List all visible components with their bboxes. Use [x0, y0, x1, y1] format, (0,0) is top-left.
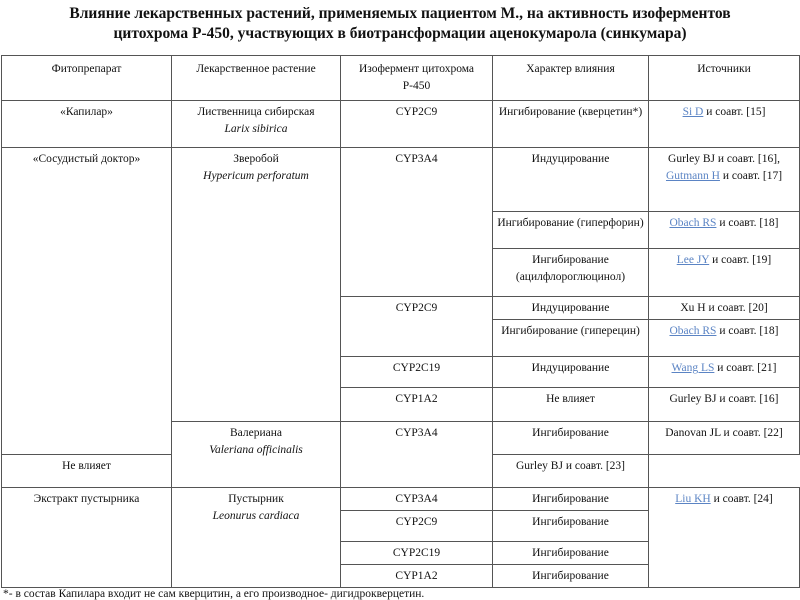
source-cell: Danovan JL и соавт. [22] [649, 422, 800, 455]
plant-name: Валериана [230, 427, 282, 439]
source-text: Gurley BJ и соавт. [16], [668, 153, 780, 165]
footnote: *- в состав Капилара входит не сам кверцитин, а его производное- дигидрокверцетин. [3, 588, 425, 600]
source-link[interactable]: Gutmann H [665, 170, 720, 182]
plant-name: Лиственница сибирская [197, 106, 315, 118]
source-link[interactable]: Obach RS [669, 325, 717, 337]
plant-cell [172, 422, 341, 488]
source-cell: Gurley BJ и соавт. [23] [493, 455, 649, 488]
plant-cell [172, 101, 341, 148]
title-line-1: Влияние лекарственных растений, применяемых пациентом М., на активность изоферментов [69, 5, 731, 22]
isoenzyme-cell: CYP1A2 [341, 565, 493, 588]
effect-cell: Ингибирование [493, 488, 649, 511]
plant-cell [172, 488, 341, 588]
isoenzyme-cell: CYP2C9 [341, 511, 493, 542]
source-text: и соавт. [18] [716, 217, 779, 229]
isoenzyme-cell: CYP3A4 [341, 422, 493, 488]
source-cell [649, 488, 800, 588]
document-title [0, 4, 800, 44]
source-link[interactable]: Liu KH [675, 493, 711, 505]
table-header-row [2, 56, 800, 101]
header-isoenzyme: Изофермент цитохрома Р-450 [341, 56, 493, 101]
plant-name: Пустырник [228, 493, 284, 505]
table-row [2, 101, 800, 148]
isoenzyme-cell: CYP2C19 [341, 357, 493, 388]
title-line-2: цитохрома Р-450, участвующих в биотрансформации аценокумарола (синкумара) [113, 25, 687, 42]
effect-cell: Ингибирование (гиперфорин) [493, 212, 649, 249]
isoenzyme-cell: CYP3A4 [341, 488, 493, 511]
effect-cell: Ингибирование [493, 511, 649, 542]
source-link[interactable]: Lee JY [676, 254, 710, 266]
header-effect: Характер влияния [493, 56, 649, 101]
source-cell: Xu H и соавт. [20] [649, 297, 800, 320]
effect-cell: Индуцирование [493, 148, 649, 212]
source-text: и соавт. [17] [719, 170, 783, 182]
effect-cell: Индуцирование [493, 357, 649, 388]
table-row [2, 148, 800, 212]
source-link[interactable]: Obach RS [669, 217, 717, 229]
plant-latin: Hypericum perforatum [203, 170, 309, 182]
isoenzyme-cell: CYP2C9 [341, 101, 493, 148]
effect-cell: Ингибирование [493, 565, 649, 588]
source-cell [649, 212, 800, 249]
isoenzyme-cell: CYP2C9 [341, 297, 493, 357]
isoenzyme-cell: CYP1A2 [341, 388, 493, 422]
plant-latin: Valeriana officinalis [209, 444, 303, 456]
isoenzyme-cell: CYP2C19 [341, 542, 493, 565]
interaction-table [1, 55, 800, 588]
plant-latin: Leonurus cardiaca [212, 510, 300, 522]
source-cell [649, 249, 800, 297]
header-phyto: Фитопрепарат [2, 56, 172, 101]
table-row [2, 488, 800, 511]
effect-cell: Ингибирование [493, 422, 649, 455]
isoenzyme-cell: CYP3A4 [341, 148, 493, 297]
source-cell [649, 357, 800, 388]
effect-cell: Ингибирование (ацилфлороглюцинол) [493, 249, 649, 297]
source-link[interactable]: Si D [682, 106, 704, 118]
source-cell: Gurley BJ и соавт. [16] [649, 388, 800, 422]
effect-cell: Ингибирование (кверцетин*) [493, 101, 649, 148]
plant-latin: Larix sibirica [224, 123, 288, 135]
effect-cell: Не влияет [2, 455, 172, 488]
source-cell [649, 101, 800, 148]
effect-cell: Индуцирование [493, 297, 649, 320]
header-plant: Лекарственное растение [172, 56, 341, 101]
effect-cell: Ингибирование (гиперецин) [493, 320, 649, 357]
source-cell [649, 148, 800, 212]
effect-cell: Не влияет [493, 388, 649, 422]
source-text: и соавт. [15] [703, 106, 766, 118]
source-cell [649, 320, 800, 357]
effect-cell: Ингибирование [493, 542, 649, 565]
plant-cell [172, 148, 341, 422]
phyto-cell: Экстракт пустырника [2, 488, 172, 588]
source-text: и соавт. [21] [714, 362, 777, 374]
source-text: и соавт. [24] [710, 493, 773, 505]
phyto-cell: «Капилар» [2, 101, 172, 148]
plant-name: Зверобой [233, 153, 279, 165]
phyto-cell: «Сосудистый доктор» [2, 148, 172, 455]
source-text: и соавт. [19] [709, 254, 772, 266]
header-sources: Источники [649, 56, 800, 101]
source-text: и соавт. [18] [716, 325, 779, 337]
source-link[interactable]: Wang LS [671, 362, 715, 374]
